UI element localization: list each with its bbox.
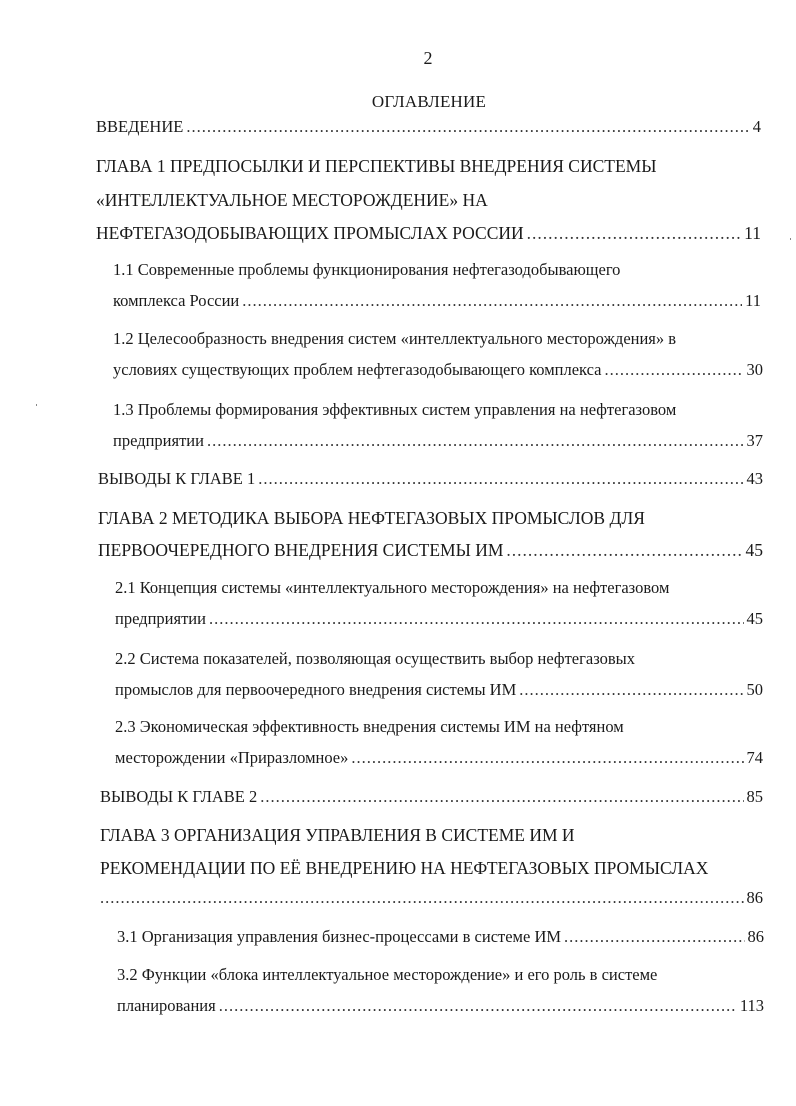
toc-entry-ch1-line1: ГЛАВА 1 ПРЕДПОСЫЛКИ И ПЕРСПЕКТИВЫ ВНЕДРЕНИЯ СИСТЕМЫ [96,156,657,176]
toc-entry-ch1-line2: «ИНТЕЛЛЕКТУАЛЬНОЕ МЕСТОРОЖДЕНИЕ» НА [96,190,488,210]
toc-entry-ch3 [100,887,763,909]
toc-entry-text: условиях существующих проблем нефтегазодобывающего комплекса [113,360,602,379]
toc-entry-text: промыслов для первоочередного внедрения системы ИМ [115,680,517,699]
toc-entry-intro [96,116,761,138]
leader-dots [209,608,744,630]
leader-dots [527,222,741,244]
toc-entry-s1-3-line1: 1.3 Проблемы формирования эффективных систем управления на нефтегазовом [113,400,677,419]
toc-entry-conclusion-1 [98,468,763,490]
scan-mark [790,238,791,240]
toc-title: ОГЛАВЛЕНИЕ [371,92,487,111]
toc-entry-text: 3.1 Организация управления бизнес-процессами в системе ИМ [117,927,562,946]
toc-entry-page: 37 [746,431,763,450]
toc-entry-text: ВВЕДЕНИЕ [96,117,184,136]
leader-dots [258,468,743,490]
toc-entry-ch3-line1: ГЛАВА 3 ОРГАНИЗАЦИЯ УПРАВЛЕНИЯ В СИСТЕМЕ ИМ И [100,825,575,845]
toc-entry-page: 50 [746,680,763,699]
toc-entry-ch3-line2: РЕКОМЕНДАЦИИ ПО ЕЁ ВНЕДРЕНИЮ НА НЕФТЕГАЗОВЫХ ПРОМЫСЛАХ [100,858,709,878]
leader-dots [519,679,743,701]
toc-entry-page: 45 [745,540,763,560]
toc-entry-s3-2 [117,995,764,1017]
leader-dots [186,116,749,138]
toc-entry-s3-2-line1: 3.2 Функции «блока интеллектуальное месторождение» и его роль в системе [117,965,658,984]
toc-entry-page: 113 [739,996,764,1015]
leader-dots [506,539,742,561]
leader-dots [351,747,743,769]
scan-mark [36,404,37,406]
toc-entry-page: 11 [744,223,761,243]
toc-entry-text: предприятии [113,431,204,450]
toc-entry-s2-1 [115,608,763,630]
toc-entry-page: 86 [746,888,763,907]
toc-entry-s1-1 [113,290,761,312]
toc-entry-s2-1-line1: 2.1 Концепция системы «интеллектуального месторождения» на нефтегазовом [115,578,670,597]
toc-entry-s1-2 [113,359,763,381]
toc-entry-s2-3 [115,747,763,769]
leader-dots [564,926,744,948]
leader-dots [207,430,744,452]
toc-entry-ch2-line1: ГЛАВА 2 МЕТОДИКА ВЫБОРА НЕФТЕГАЗОВЫХ ПРОМЫСЛОВ ДЛЯ [98,508,645,528]
toc-entry-text: комплекса России [113,291,240,310]
leader-dots [260,786,743,808]
toc-entry-text: НЕФТЕГАЗОДОБЫВАЮЩИХ ПРОМЫСЛАХ РОССИИ [96,223,524,243]
toc-entry-page: 4 [752,117,761,136]
toc-entry-ch1 [96,222,761,244]
toc-entry-text: месторождении «Приразломное» [115,748,349,767]
toc-entry-page: 86 [747,927,764,946]
toc-entry-text: планирования [117,996,216,1015]
page-number: 2 [423,48,433,68]
toc-entry-conclusion-2 [100,786,763,808]
toc-entry-text: ВЫВОДЫ К ГЛАВЕ 2 [100,787,258,806]
toc-entry-s3-1 [117,926,764,948]
toc-entry-s1-3 [113,430,763,452]
toc-entry-text: ВЫВОДЫ К ГЛАВЕ 1 [98,469,256,488]
toc-entry-page: 11 [745,291,761,310]
toc-entry-s2-3-line1: 2.3 Экономическая эффективность внедрения системы ИМ на нефтяном [115,717,624,736]
leader-dots [242,290,742,312]
leader-dots [605,359,744,381]
toc-entry-page: 30 [746,360,763,379]
toc-entry-text: предприятии [115,609,206,628]
toc-entry-s2-2 [115,679,763,701]
leader-dots [100,887,744,909]
toc-entry-s2-2-line1: 2.2 Система показателей, позволяющая осуществить выбор нефтегазовых [115,649,636,668]
toc-entry-s1-2-line1: 1.2 Целесообразность внедрения систем «интеллектуального месторождения» в [113,329,677,348]
toc-entry-page: 45 [746,609,763,628]
toc-entry-ch2 [98,539,763,561]
toc-entry-page: 43 [746,469,763,488]
toc-entry-s1-1-line1: 1.1 Современные проблемы функционирования нефтегазодобывающего [113,260,621,279]
leader-dots [219,995,737,1017]
toc-entry-page: 74 [746,748,763,767]
toc-entry-page: 85 [746,787,763,806]
toc-entry-text: ПЕРВООЧЕРЕДНОГО ВНЕДРЕНИЯ СИСТЕМЫ ИМ [98,540,504,560]
